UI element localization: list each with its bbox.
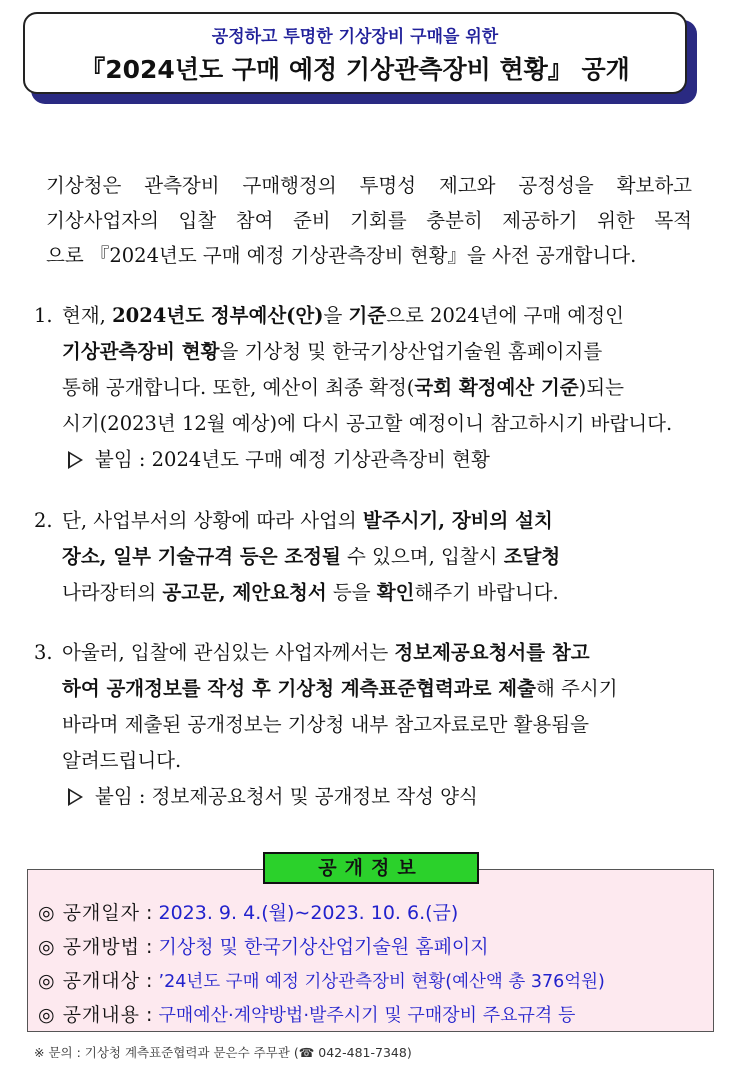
text: 나라장터의 [62, 581, 163, 604]
item-number: 3. [34, 641, 53, 664]
separator: : [140, 902, 159, 924]
intro-line: 기상청은 관측장비 구매행정의 투명성 제고와 공정성을 확보하고 [46, 174, 692, 197]
notice-item-3 [34, 635, 694, 815]
double-circle-icon: ◎ [38, 1004, 55, 1026]
item-line [62, 370, 694, 406]
separator: : [140, 1004, 159, 1026]
text: 수 있으며, 입찰시 [340, 545, 504, 568]
item-line: 바라며 제출된 공개정보는 기상청 내부 참고자료로만 활용됨을 [62, 713, 589, 736]
double-circle-icon: ◎ [38, 970, 55, 992]
double-circle-icon: ◎ [38, 902, 55, 924]
info-value: 2023. 9. 4.(월)∼2023. 10. 6.(금) [158, 902, 459, 924]
info-label: 공개내용 [62, 1004, 141, 1026]
text: 현재, [62, 304, 113, 327]
info-label: 공개대상 [62, 970, 141, 992]
intro-line: 으로 『2024년도 구매 예정 기상관측장비 현황』을 사전 공개합니다. [46, 244, 637, 267]
separator: : [140, 936, 159, 958]
emphasis: 공고문, 제안요청서 [162, 581, 327, 604]
attachment-label: 붙임 : 2024년도 구매 예정 기상관측장비 현황 [95, 448, 490, 471]
triangle-icon [68, 788, 83, 806]
info-label: 공개방법 [62, 936, 141, 958]
text: 으로 2024년에 구매 예정인 [386, 304, 624, 327]
notice-item-2 [34, 503, 694, 611]
text: 해 주시기 [536, 677, 618, 700]
title-box [23, 12, 687, 94]
info-box-header: 공개정보 [263, 852, 479, 884]
separator: : [140, 970, 159, 992]
item-number: 2. [34, 509, 53, 532]
info-row-target [38, 966, 605, 993]
info-value: ’24년도 구매 예정 기상관측장비 현황(예산액 총 376억원) [158, 972, 605, 992]
item-line [62, 298, 694, 334]
item-line [62, 635, 694, 671]
emphasis: 기상관측장비 현황 [62, 340, 220, 363]
emphasis: 조달청 [503, 545, 561, 568]
item-line [62, 671, 694, 707]
item-line: 시기(2023년 12월 예상)에 다시 공고할 예정이니 참고하시기 바랍니다. [62, 412, 673, 435]
contact-footer: ※ 문의 : 기상청 계측표준협력과 문은수 주무관 (☎ 042-481-7348) [34, 1045, 412, 1060]
emphasis: 기준 [348, 304, 387, 327]
text: 등을 [326, 581, 377, 604]
page-title: 『2024년도 구매 예정 기상관측장비 현황』 공개 [80, 55, 630, 84]
emphasis: 하여 공개정보를 작성 후 기상청 계측표준협력과로 제출 [62, 677, 536, 700]
attachment-label: 붙임 : 정보제공요청서 및 공개정보 작성 양식 [95, 785, 478, 808]
text: 아울러, 입찰에 관심있는 사업자께서는 [62, 641, 395, 664]
item-line [62, 334, 694, 370]
double-circle-icon: ◎ [38, 936, 55, 958]
text: 을 기상청 및 한국기상산업기술원 홈페이지를 [219, 340, 603, 363]
emphasis: 확인 [376, 581, 415, 604]
emphasis: 장소, 일부 기술규격 등은 조정될 [62, 545, 341, 568]
item-line [62, 575, 694, 611]
text: )되는 [578, 376, 624, 399]
item-line [62, 503, 694, 539]
item-number: 1. [34, 304, 53, 327]
attachment-note [68, 779, 694, 815]
intro-line: 기상사업자의 입찰 참여 준비 기회를 충분히 제공하기 위한 목적 [46, 209, 692, 232]
emphasis: 발주시기, 장비의 설치 [362, 509, 553, 532]
intro-paragraph [46, 168, 692, 273]
text: 단, 사업부서의 상황에 따라 사업의 [62, 509, 363, 532]
text: 해주기 바랍니다. [414, 581, 559, 604]
emphasis: 2024년도 정부예산(안) [112, 304, 324, 327]
notice-item-1 [34, 298, 694, 478]
item-line: 알려드립니다. [62, 749, 182, 772]
text: 통해 공개합니다. 또한, 예산이 최종 확정( [62, 376, 415, 399]
info-row-method [38, 932, 489, 959]
info-row-date [38, 898, 458, 925]
info-value: 기상청 및 한국기상산업기술원 홈페이지 [158, 936, 489, 958]
info-value: 구매예산·계약방법·발주시기 및 구매장비 주요규격 등 [158, 1005, 576, 1026]
title-subtitle: 공정하고 투명한 기상장비 구매을 위한 [211, 27, 499, 47]
emphasis: 국회 확정예산 기준 [414, 376, 579, 399]
text: 을 [323, 304, 349, 327]
attachment-note [68, 442, 694, 478]
info-row-content [38, 1000, 575, 1027]
emphasis: 정보제공요청서를 참고 [394, 641, 590, 664]
item-line [62, 539, 694, 575]
triangle-icon [68, 451, 83, 469]
info-label: 공개일자 [62, 902, 141, 924]
